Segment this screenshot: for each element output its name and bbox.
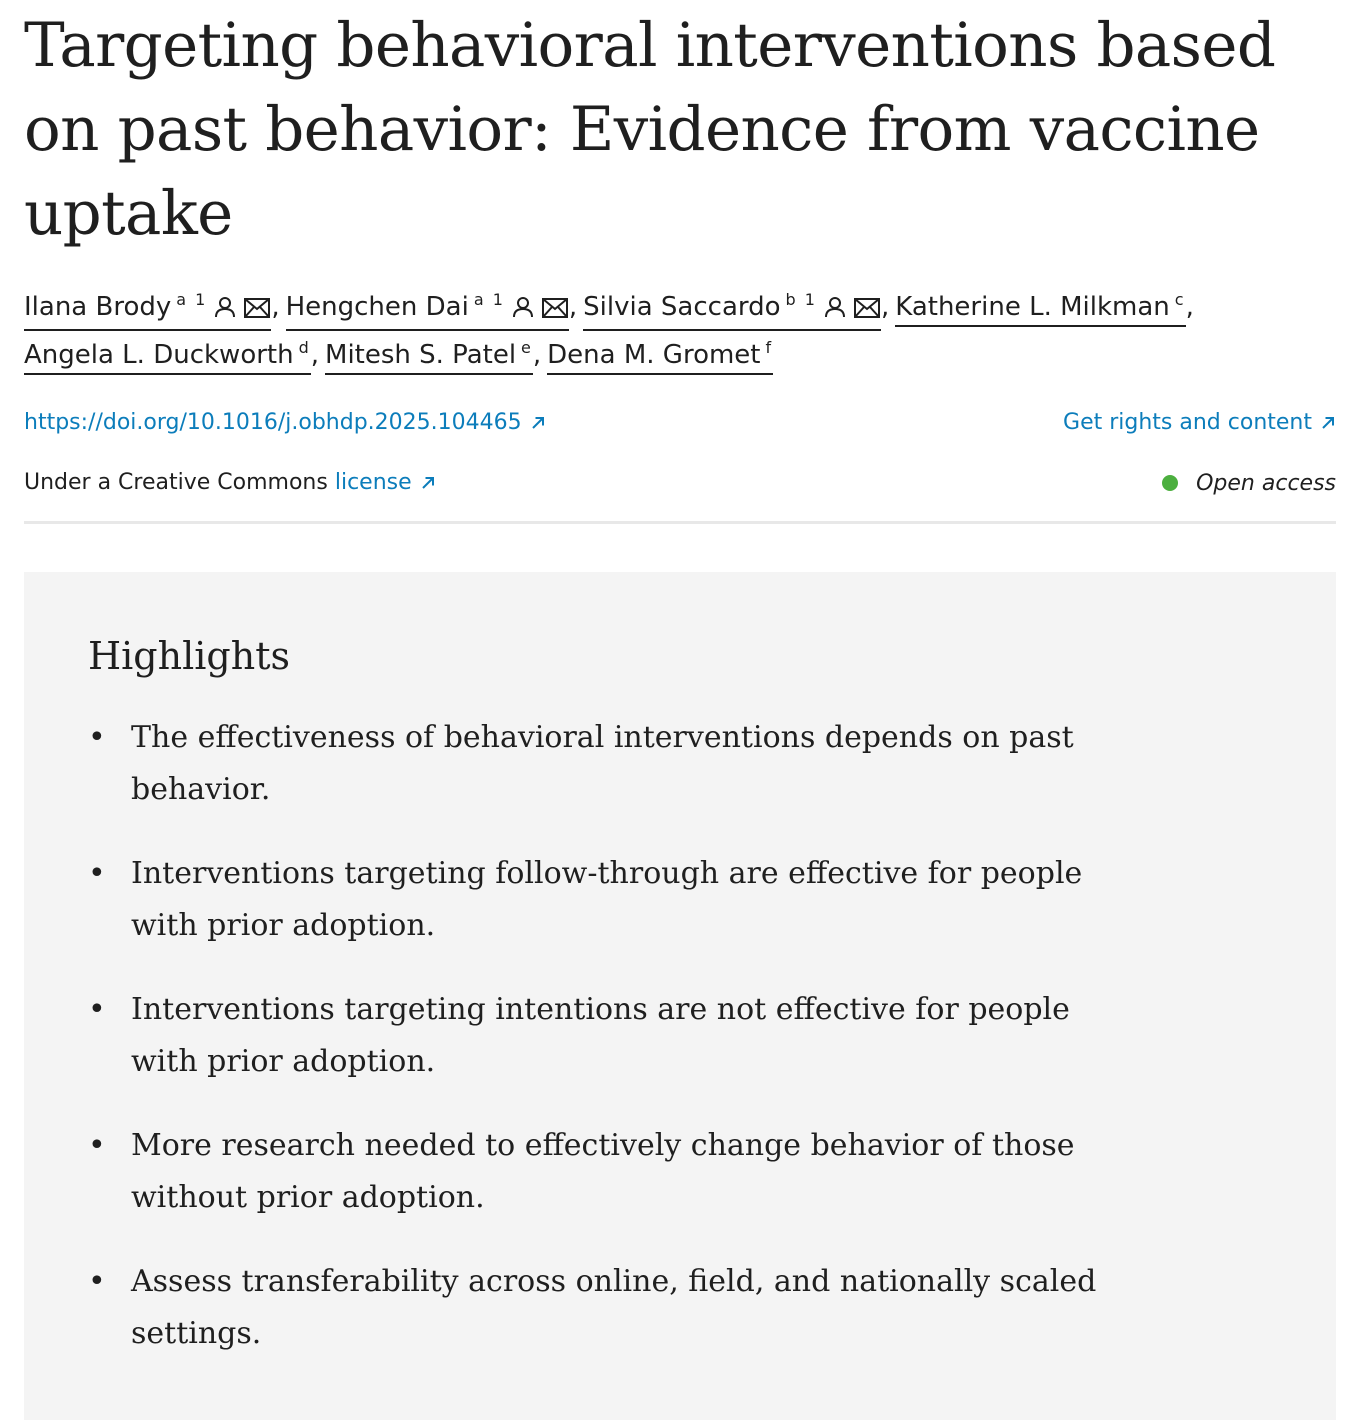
open-access-badge: [1162, 471, 1336, 496]
affiliation-marker: e: [521, 338, 533, 357]
highlights-heading: Highlights: [88, 634, 290, 678]
article-title: Targeting behavioral interventions based on past behavior: Evidence from vaccine uptake: [24, 10, 1276, 249]
author-link[interactable]: [547, 338, 773, 375]
highlight-text: More research needed to effectively change behavior of those without prior adoption.: [131, 1128, 1075, 1215]
envelope-icon: [541, 294, 569, 328]
get-rights-link[interactable]: [1063, 410, 1336, 437]
doi-link-text: https://doi.org/10.1016/j.obhdp.2025.104465: [24, 409, 522, 435]
affiliation-marker: b 1: [785, 290, 817, 309]
author-link[interactable]: [24, 290, 271, 331]
author-separator: ,: [880, 292, 890, 322]
author-name: Katherine L. Milkman: [895, 292, 1170, 322]
author-separator: ,: [1185, 292, 1194, 322]
external-link-arrow-icon: [1320, 412, 1336, 437]
external-link-arrow-icon: [530, 412, 546, 437]
license-row: [24, 463, 1336, 503]
author-link[interactable]: [895, 290, 1185, 327]
open-access-label: Open access: [1196, 470, 1336, 496]
affiliation-marker: a 1: [176, 290, 208, 309]
highlight-text: Interventions targeting follow-through are effective for people with prior adoption.: [131, 856, 1083, 943]
author-name: Angela L. Duckworth: [24, 340, 294, 370]
affiliation-marker: c: [1174, 290, 1186, 309]
author-name: Silvia Saccardo: [583, 292, 781, 322]
bullet-icon: •: [88, 1128, 106, 1163]
author-name: Hengchen Dai: [285, 292, 469, 322]
highlight-text: The effectiveness of behavioral interventions depends on past behavior.: [131, 720, 1074, 807]
highlight-item: [88, 848, 1131, 952]
person-icon: [213, 294, 237, 328]
license-link-text: license: [334, 469, 412, 495]
author-link[interactable]: [24, 338, 311, 375]
author-name: Mitesh S. Patel: [325, 340, 517, 370]
external-link-arrow-icon: [420, 472, 436, 497]
doi-link[interactable]: [24, 410, 546, 437]
person-icon: [511, 294, 535, 328]
author-separator: ,: [532, 340, 542, 370]
divider: [24, 521, 1336, 524]
author-link[interactable]: [325, 338, 533, 375]
envelope-icon: [243, 294, 271, 328]
highlights-list: [88, 712, 1272, 1360]
author-separator: ,: [271, 292, 280, 322]
author-separator: ,: [568, 292, 578, 322]
article-page: [0, 4, 1364, 1420]
highlight-item: [88, 712, 1131, 816]
highlight-text: Assess transferability across online, field, and nationally scaled settings.: [131, 1264, 1097, 1351]
author-name: Ilana Brody: [24, 292, 172, 322]
highlight-text: Interventions targeting intentions are not effective for people with prior adoption.: [131, 992, 1070, 1079]
doi-row: [24, 403, 1336, 443]
bullet-icon: •: [88, 1264, 106, 1299]
author-list: [24, 283, 1336, 379]
author-link[interactable]: [286, 290, 569, 331]
highlight-item: [88, 1256, 1131, 1360]
author-separator: ,: [310, 340, 320, 370]
envelope-icon: [853, 294, 881, 328]
license-link[interactable]: [335, 470, 436, 495]
affiliation-marker: f: [765, 338, 774, 357]
affiliation-marker: d: [298, 338, 311, 357]
author-link[interactable]: [583, 290, 881, 331]
bullet-icon: •: [88, 992, 106, 1027]
bullet-icon: •: [88, 720, 106, 755]
license-prefix: Under a Creative Commons: [24, 469, 328, 495]
person-icon: [823, 294, 847, 328]
highlight-item: [88, 984, 1131, 1088]
license-statement: [24, 470, 436, 497]
highlight-item: [88, 1120, 1131, 1224]
author-name: Dena M. Gromet: [547, 340, 761, 370]
bullet-icon: •: [88, 856, 106, 891]
affiliation-marker: a 1: [473, 290, 505, 309]
open-access-dot-icon: [1162, 475, 1178, 491]
get-rights-link-text: Get rights and content: [1063, 409, 1312, 435]
highlights-section: [24, 572, 1336, 1420]
